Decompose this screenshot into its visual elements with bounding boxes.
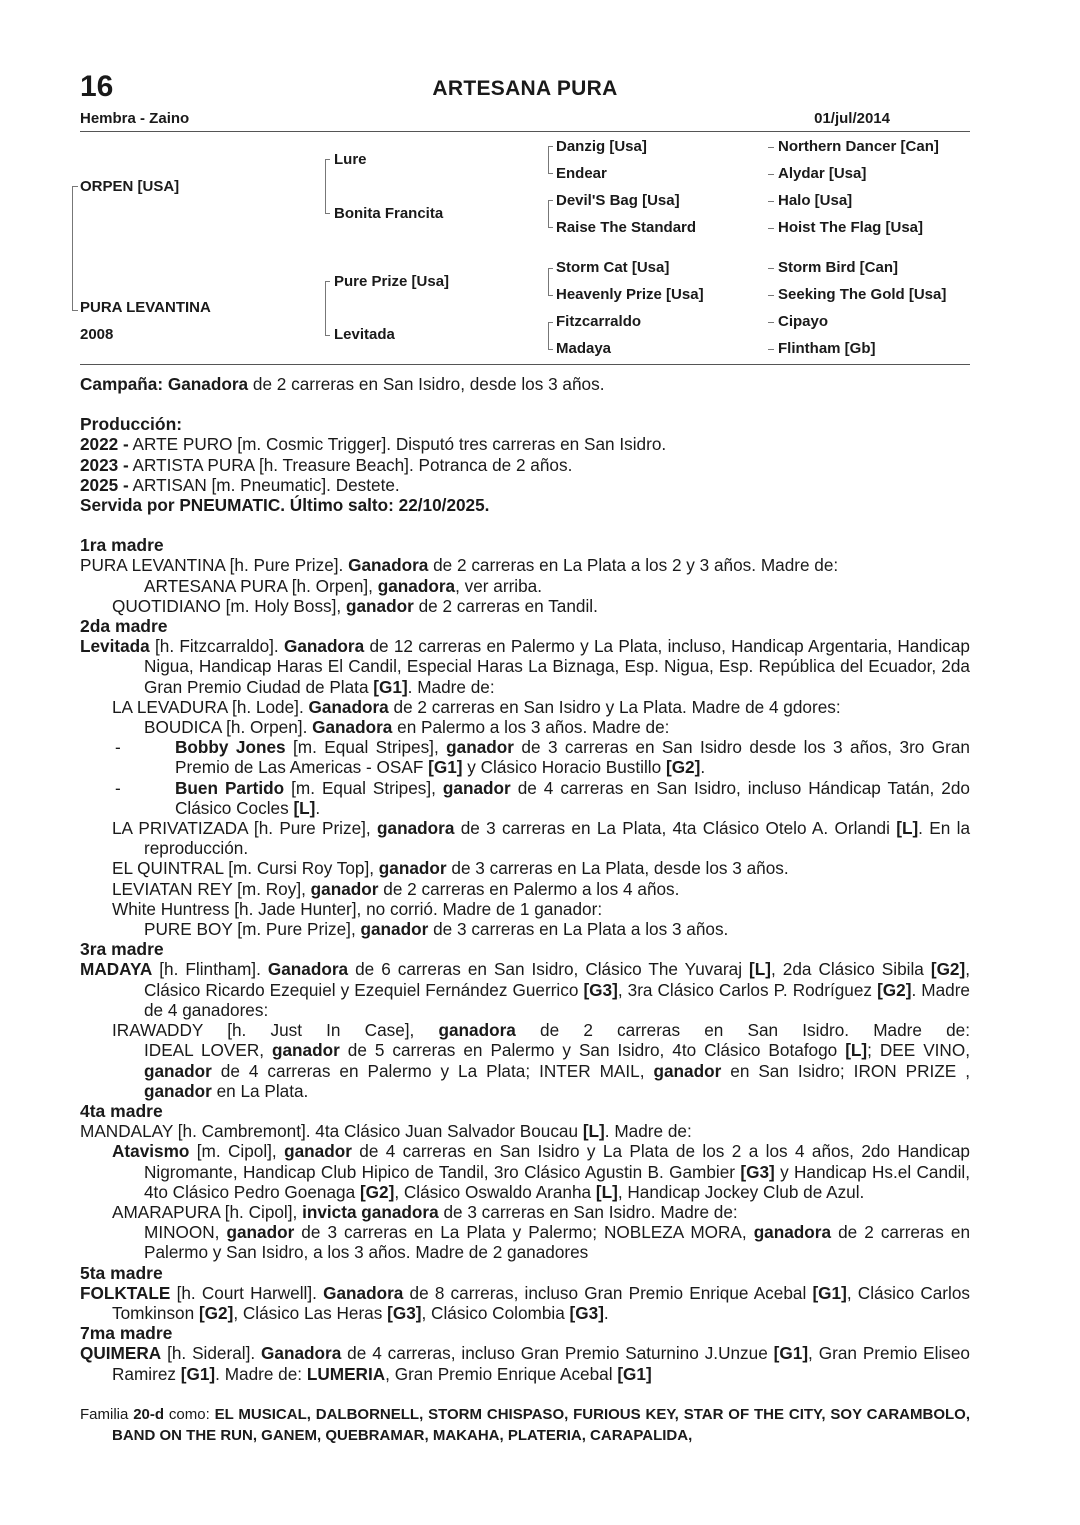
bracket-line: [768, 201, 774, 202]
pedigree-gen3: Raise The Standard: [556, 219, 697, 236]
text-span: . Madre de 4 ganadores:: [144, 979, 970, 1020]
production-item: [80, 434, 970, 454]
bracket-line: [548, 268, 553, 269]
text-span: y Clásico Horacio Bustillo: [462, 757, 666, 778]
text-span: de 2 carreras en La Plata a los 2 y 3 años. Madre de:: [428, 555, 839, 576]
bracket-line: [325, 281, 330, 282]
text-span: de 3 carreras en San Isidro desde los 3 años, 3ro Gran Premio de Las Americas - OSAF: [175, 737, 970, 778]
produce-line: [80, 717, 970, 737]
text-span: , 2da Clásico Sibila: [770, 959, 931, 980]
text-span: IRAWADDY [h. Just In Case],: [112, 1020, 439, 1041]
pedigree-gen4: Alydar [Usa]: [778, 165, 867, 182]
section-title-7ma-madre: 7ma madre: [80, 1323, 173, 1344]
bracket-line: [325, 159, 326, 214]
bold-text: [L]: [293, 797, 316, 818]
bold-text: [G2]: [877, 979, 912, 1000]
produce-line: [80, 899, 970, 919]
text-span: PURA LEVANTINA [h. Pure Prize].: [80, 555, 349, 576]
text-span: , Handicap Jockey Club de Azul.: [617, 1181, 865, 1202]
family-members: EL MUSICAL, DALBORNELL, STORM CHISPASO, FURIOUS KEY, STAR OF THE CITY, SOY CARAMBOLO, BAND ON THE RUN, GANEM, QUEBRAMAR, MAKAHA, PLATERIA, CARAPALIDA,: [112, 1405, 970, 1444]
production-text: ARTE PURO [m. Cosmic Trigger]. Disputó tres carreras en San Isidro.: [128, 434, 667, 455]
bracket-line: [768, 228, 774, 229]
produce-line: [80, 576, 970, 596]
pedigree-gen4: Flintham [Gb]: [778, 340, 876, 357]
text-span: MINOON,: [144, 1222, 227, 1243]
pedigree-gen4: Seeking The Gold [Usa]: [778, 286, 947, 303]
pedigree-gen4: Hoist The Flag [Usa]: [778, 219, 924, 236]
bold-text: [G1]: [373, 676, 408, 697]
bold-text: Ganadora: [348, 555, 429, 576]
bold-text: [G1]: [812, 1282, 847, 1303]
bold-text: [G2]: [198, 1302, 234, 1323]
produce-line: [80, 818, 970, 858]
bracket-line: [548, 173, 553, 174]
bracket-line: [325, 281, 326, 336]
pedigree-dam-year: 2008: [80, 326, 114, 343]
bracket-line: [72, 186, 73, 311]
bracket-line: [548, 146, 549, 174]
production-year: 2025 -: [80, 474, 129, 495]
bold-text: Ganadora: [308, 696, 389, 717]
bold-text: [L]: [896, 818, 919, 839]
bracket-line: [548, 349, 553, 350]
family-label: Familia: [80, 1405, 134, 1423]
pedigree-gen3: Endear: [556, 165, 607, 182]
pedigree-gen2: Bonita Francita: [334, 205, 444, 222]
text-span: , ver arriba.: [455, 575, 543, 596]
production-year: 2023 -: [80, 454, 129, 475]
text-span: de 3 carreras en San Isidro. Madre de:: [438, 1201, 738, 1222]
divider-top: [80, 131, 970, 132]
text-span: EL QUINTRAL [m. Cursi Roy Top],: [112, 858, 379, 879]
bold-text: [L]: [845, 1040, 868, 1061]
text-span: de 2 carreras en San Isidro. Madre de:: [515, 1020, 970, 1041]
text-span: [h. Court Harwell].: [170, 1282, 324, 1303]
pedigree-gen2: Levitada: [334, 326, 395, 343]
bold-text: ganadora: [377, 575, 456, 596]
served-stallion: PNEUMATIC: [179, 495, 281, 516]
campaign-result: Ganadora: [167, 374, 249, 394]
bold-text: [G1]: [428, 757, 463, 778]
horse-name: ARTESANA PURA: [432, 77, 618, 100]
bold-text: ganador: [144, 1060, 212, 1081]
bold-text: ganador: [284, 1141, 352, 1162]
bold-text: Bobby Jones: [175, 737, 286, 758]
text-span: de 4 carreras en San Isidro y La Plata de los 2 a los 4 años, 2do Handicap Nigromante, Handicap Club Hipico de Tandil, 3ro Clásico Agustin B. Gambier: [144, 1141, 970, 1182]
bold-text: ganador: [310, 878, 379, 899]
pedigree-gen4: Storm Bird [Can]: [778, 259, 898, 276]
bold-text: [G3]: [583, 979, 618, 1000]
text-span: . En la reproducción.: [144, 818, 970, 859]
pedigree-gen4: Northern Dancer [Can]: [778, 138, 939, 155]
text-span: .: [315, 797, 321, 818]
text-span: de 3 carreras en La Plata a los 3 años.: [428, 919, 729, 940]
bold-text: [L]: [582, 1121, 605, 1142]
section-title-3ra-madre: 3ra madre: [80, 939, 164, 960]
bracket-line: [768, 268, 774, 269]
text-span: de 12 carreras en Palermo y La Plata, incluso, Handicap Argentaria, Handicap Nigua, Handicap Haras El Candil, Especial Haras La Biznaga, Esp. Nigua, Esp. República del Ecuador, 2da Gran Premio Ciudad de Plata: [144, 636, 970, 697]
text-span: y Handicap Hs.el Candil, 4to Clásico Pedro Goenaga: [144, 1161, 970, 1202]
bold-text: [G3]: [569, 1302, 604, 1323]
text-span: de 2 carreras en San Isidro y La Plata. Madre de 4 gdores:: [388, 696, 841, 717]
produce-line: [80, 919, 970, 939]
text-span: . Madre de:: [604, 1121, 692, 1142]
text-span: , Clásico Oswaldo Aranha: [394, 1181, 596, 1202]
bold-text: Ganadora: [261, 1343, 342, 1364]
produce-line: [80, 879, 970, 899]
text-span: -: [115, 777, 121, 798]
text-span: LEVIATAN REY [m. Roy],: [112, 878, 311, 899]
bold-text: ganadora: [753, 1222, 832, 1243]
campaign-text: de 2 carreras en San Isidro, desde los 3 años.: [248, 374, 605, 394]
bracket-line: [72, 310, 78, 311]
bold-text: QUIMERA: [80, 1343, 162, 1364]
bold-text: [G2]: [930, 959, 966, 980]
bold-text: [G3]: [740, 1161, 775, 1182]
bold-text: ganador: [226, 1222, 295, 1243]
production-title: Producción:: [80, 414, 183, 435]
catalog-body: [80, 374, 970, 1446]
pedigree-gen3: Heavenly Prize [Usa]: [556, 286, 704, 303]
text-span: de 4 carreras, incluso Gran Premio Saturnino J.Unzue: [341, 1343, 774, 1364]
seventh-dam-line: [80, 1343, 970, 1383]
text-span: AMARAPURA [h. Cipol],: [112, 1201, 303, 1222]
text-span: QUOTIDIANO [m. Holy Boss],: [112, 595, 346, 616]
text-span: , Clásico Carlos Tomkinson: [112, 1282, 970, 1323]
text-span: en San Isidro; IRON PRIZE ,: [721, 1060, 970, 1081]
text-span: , Gran Premio Enrique Acebal: [385, 1363, 618, 1384]
bold-text: [L]: [749, 959, 771, 980]
produce-line: [80, 697, 970, 717]
produce-line: [80, 858, 970, 878]
bold-text: [G3]: [387, 1302, 422, 1323]
produce-line: [80, 1020, 970, 1040]
text-span: MANDALAY [h. Cambremont]. 4ta Clásico Juan Salvador Boucau: [80, 1121, 583, 1142]
sex-color: Hembra - Zaino: [80, 110, 190, 127]
text-span: de 8 carreras, incluso Gran Premio Enrique Acebal: [403, 1282, 813, 1303]
pedigree-gen3: Devil'S Bag [Usa]: [556, 192, 680, 209]
bold-text: Buen Partido: [175, 777, 285, 798]
bold-text: invicta ganadora: [302, 1201, 439, 1222]
bold-text: ganador: [653, 1060, 722, 1081]
bracket-line: [548, 268, 549, 296]
text-span: de 4 carreras en Palermo y La Plata; INTER MAIL,: [211, 1060, 654, 1081]
birth-date: 01/jul/2014: [814, 110, 890, 127]
pedigree-gen3: Madaya: [556, 340, 612, 357]
text-span: ; DEE VINO,: [867, 1040, 970, 1061]
production-item: [80, 475, 970, 495]
text-span: , Clásico Ricardo Ezequiel y Ezequiel Fernández Guerrico: [144, 959, 970, 1000]
text-span: IDEAL LOVER,: [144, 1040, 272, 1061]
pedigree-gen3: Danzig [Usa]: [556, 138, 647, 155]
served-date: . Último salto: 22/10/2025.: [280, 495, 490, 516]
text-span: de 2 carreras en Palermo y San Isidro, a los 3 años. Madre de 2 ganadores: [144, 1222, 970, 1263]
produce-line: [80, 1141, 970, 1202]
family-line: [80, 1404, 970, 1446]
text-span: , 3ra Clásico Carlos P. Rodríguez: [617, 979, 878, 1000]
bracket-line: [548, 200, 553, 201]
text-span: . Madre de:: [407, 676, 495, 697]
bracket-line: [548, 200, 549, 228]
bold-text: Ganadora: [323, 1282, 404, 1303]
text-span: de 6 carreras en San Isidro, Clásico The Yuvaraj: [348, 959, 750, 980]
produce-line: [80, 778, 970, 818]
family-connector: como:: [164, 1405, 215, 1423]
produce-line: [80, 737, 970, 777]
text-span: de 5 carreras en Palermo y San Isidro, 4to Clásico Botafogo: [339, 1040, 846, 1061]
produce-line: [80, 596, 970, 616]
production-year: 2022 -: [80, 434, 129, 455]
campaign-label: Campaña:: [80, 374, 164, 394]
bold-text: ganador: [446, 737, 514, 758]
bold-text: Atavismo: [112, 1141, 190, 1162]
third-dam-line: [80, 959, 970, 1020]
bold-text: LUMERIA: [306, 1363, 386, 1384]
lot-number: 16: [80, 70, 114, 103]
bold-text: Ganadora: [267, 959, 349, 980]
bold-text: [L]: [595, 1181, 618, 1202]
text-span: White Huntress [h. Jade Hunter], no corrió. Madre de 1 ganador:: [112, 898, 603, 919]
bold-text: ganador: [360, 919, 429, 940]
campaign-line: [80, 374, 970, 394]
bracket-line: [548, 322, 549, 350]
text-span: ARTESANA PURA [h. Orpen],: [144, 575, 378, 596]
text-span: , Clásico Las Heras: [233, 1302, 388, 1323]
text-span: -: [115, 737, 121, 758]
bracket-line: [548, 146, 553, 147]
text-span: , Clásico Colombia: [421, 1302, 570, 1323]
pedigree-gen3: Storm Cat [Usa]: [556, 259, 670, 276]
bold-text: [G1]: [180, 1363, 216, 1384]
bold-text: [G2]: [665, 757, 701, 778]
pedigree-sire: ORPEN [USA]: [80, 178, 180, 195]
section-title-5ta-madre: 5ta madre: [80, 1262, 163, 1283]
text-span: de 2 carreras en Palermo a los 4 años.: [378, 878, 680, 899]
served-line: [80, 495, 970, 515]
bold-text: Levitada: [80, 636, 150, 657]
bracket-line: [768, 349, 774, 350]
bold-text: ganadora: [377, 818, 455, 839]
bracket-line: [768, 147, 774, 148]
text-span: [h. Fitzcarraldo].: [149, 636, 284, 657]
bracket-line: [768, 295, 774, 296]
first-dam-line: [80, 555, 970, 575]
text-span: en Palermo a los 3 años. Madre de:: [392, 717, 670, 738]
pedigree-gen3: Fitzcarraldo: [556, 313, 642, 330]
pedigree-gen2: Pure Prize [Usa]: [334, 273, 450, 290]
bracket-line: [72, 186, 78, 187]
pedigree-gen4: Halo [Usa]: [778, 192, 853, 209]
second-dam-line: [80, 636, 970, 697]
text-span: [m. Equal Stripes],: [284, 777, 443, 798]
section-title-1ra-madre: 1ra madre: [80, 535, 164, 556]
production-text: ARTISTA PURA [h. Treasure Beach]. Potranca de 2 años.: [128, 454, 573, 475]
bold-text: ganadora: [438, 1020, 516, 1041]
produce-line: [80, 1202, 970, 1222]
text-span: BOUDICA [h. Orpen].: [144, 717, 313, 738]
bracket-line: [548, 227, 553, 228]
text-span: [h. Sideral].: [161, 1343, 262, 1364]
bold-text: ganador: [378, 858, 447, 879]
family-number: 20-d: [133, 1405, 165, 1423]
bracket-line: [325, 159, 330, 160]
divider-pedigree: [80, 364, 970, 365]
text-span: de 4 carreras en San Isidro, incluso Hándicap Tatán, 2do Clásico Cocles: [175, 777, 970, 818]
bold-text: ganador: [272, 1040, 340, 1061]
text-span: de 2 carreras en Tandil.: [413, 595, 598, 616]
fifth-dam-line: [80, 1283, 970, 1323]
bold-text: Ganadora: [312, 717, 393, 738]
bold-text: FOLKTALE: [80, 1282, 171, 1303]
text-span: [m. Equal Stripes],: [285, 737, 447, 758]
text-span: LA LEVADURA [h. Lode].: [112, 696, 309, 717]
text-span: de 3 carreras en La Plata y Palermo; NOBLEZA MORA,: [294, 1222, 754, 1243]
bracket-line: [548, 295, 553, 296]
bold-text: ganador: [442, 777, 511, 798]
bold-text: [G2]: [359, 1181, 395, 1202]
bracket-line: [768, 322, 774, 323]
bold-text: ganador: [345, 595, 414, 616]
text-span: [h. Flintham].: [152, 959, 268, 980]
section-title-2da-madre: 2da madre: [80, 616, 168, 637]
bracket-line: [548, 322, 553, 323]
pedigree-dam: PURA LEVANTINA: [80, 299, 211, 316]
bold-text: ganador: [144, 1080, 212, 1101]
bracket-line: [325, 213, 330, 214]
text-span: de 3 carreras en La Plata, 4ta Clásico Otelo A. Orlandi: [454, 818, 897, 839]
text-span: PURE BOY [m. Pure Prize],: [144, 919, 361, 940]
pedigree-gen4: Cipayo: [778, 313, 829, 330]
bold-text: [G1]: [773, 1343, 809, 1364]
production-text: ARTISAN [m. Pneumatic]. Destete.: [128, 474, 400, 495]
bracket-line: [325, 335, 330, 336]
text-span: , Gran Premio Eliseo Ramirez: [112, 1343, 970, 1384]
text-span: .: [603, 1302, 609, 1323]
text-span: en La Plata.: [211, 1080, 309, 1101]
bracket-line: [768, 174, 774, 175]
served-label: Servida por: [80, 495, 180, 516]
fourth-dam-line: [80, 1121, 970, 1141]
text-span: de 3 carreras en La Plata, desde los 3 años.: [446, 858, 789, 879]
produce-line: [80, 1040, 970, 1101]
pedigree-gen2: Lure: [334, 151, 367, 168]
text-span: [m. Cipol],: [189, 1141, 285, 1162]
section-title-4ta-madre: 4ta madre: [80, 1100, 163, 1121]
bold-text: [G1]: [617, 1363, 652, 1384]
produce-line: [80, 1222, 970, 1262]
bold-text: Ganadora: [283, 636, 365, 657]
text-span: LA PRIVATIZADA [h. Pure Prize],: [112, 818, 378, 839]
bold-text: MADAYA: [80, 959, 153, 980]
text-span: .: [700, 757, 706, 778]
text-span: . Madre de:: [215, 1363, 307, 1384]
production-item: [80, 455, 970, 475]
